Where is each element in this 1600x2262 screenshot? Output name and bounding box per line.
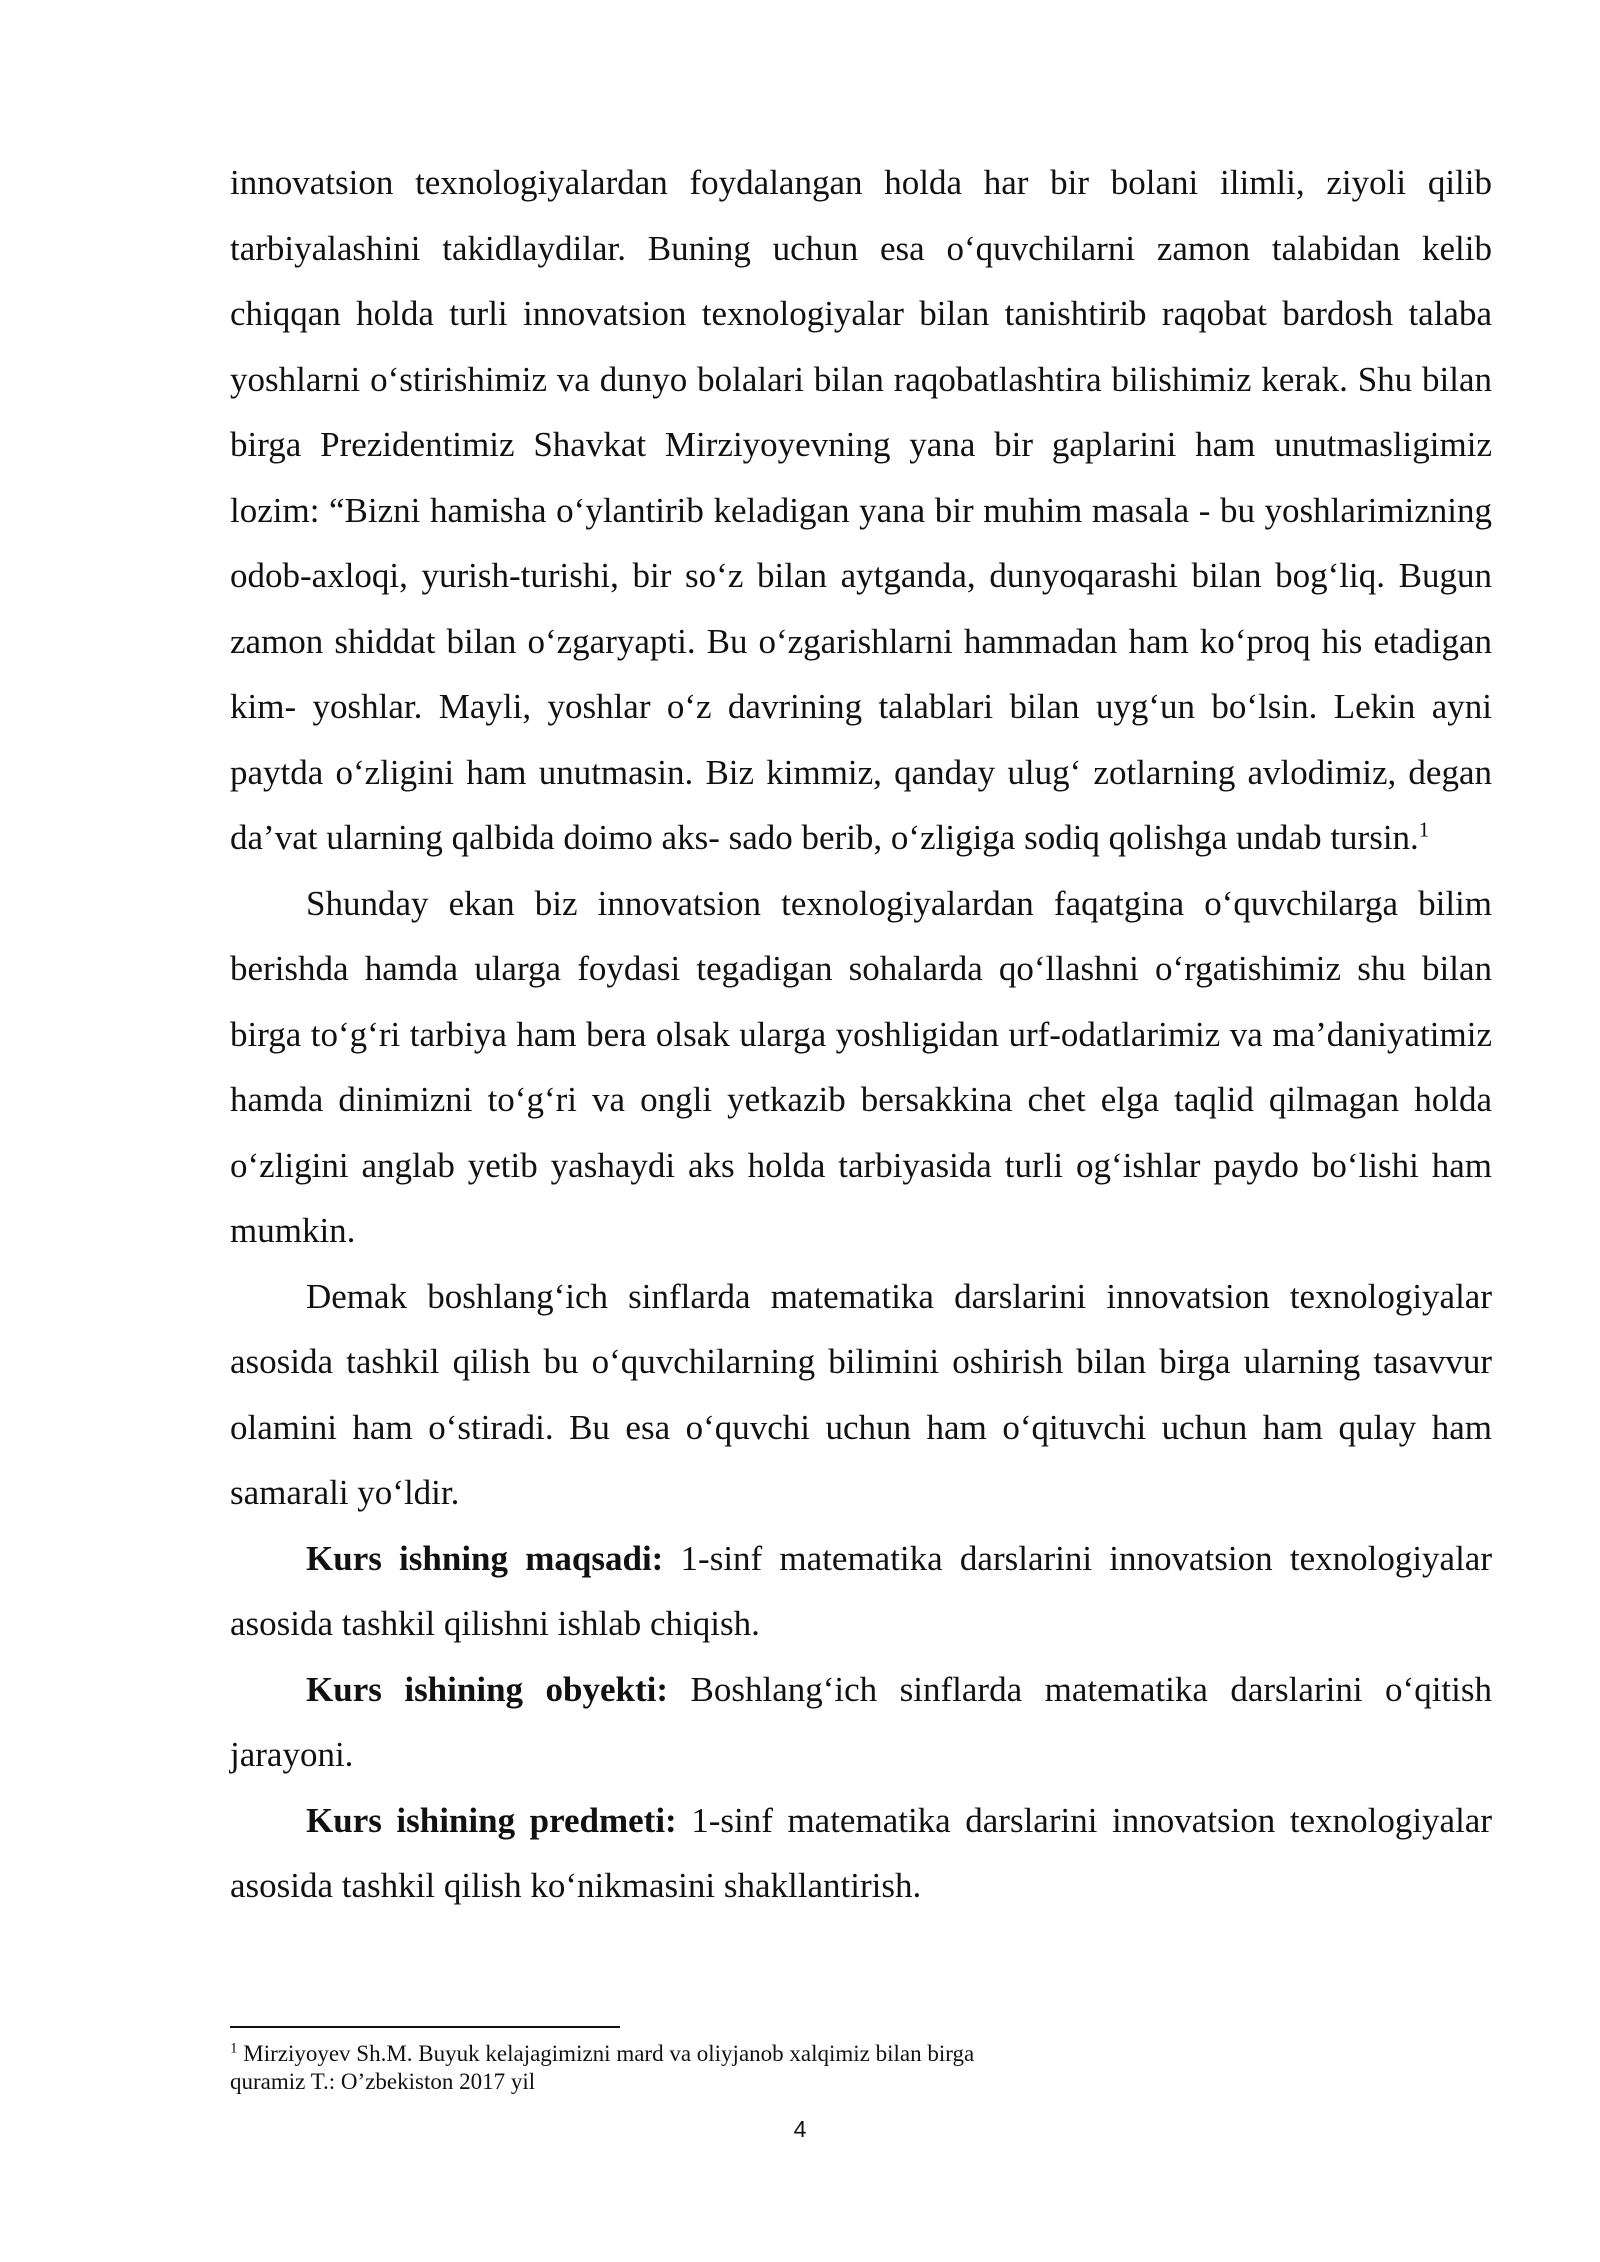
goal-label: Kurs ishning maqsadi: (306, 1538, 664, 1578)
paragraph-2: Shunday ekan biz innovatsion texnologiyalardan faqatgina o‘quvchilarga bilim berishda hamda ularga foydasi tegadigan sohalarda qo‘llashni o‘rgatishimiz shu bilan birga to‘g‘ri tarbiya ham bera olsak ularga yoshligidan urf-odatlarimiz va ma’daniyatimiz hamda dinimizni to‘g‘ri va ongli yetkazib bersakkina chet elga taqlid qilmagan holda o‘zligini anglab yetib yashaydi aks holda tarbiyasida turli og‘ishlar paydo bo‘lishi ham mumkin. (230, 883, 1492, 1250)
page-number: 4 (793, 2116, 807, 2142)
subject-label: Kurs ishining predmeti: (306, 1800, 677, 1840)
paragraph-1 (230, 150, 1492, 871)
paragraph-object (230, 1657, 1492, 1788)
paragraph-3: Demak boshlang‘ich sinflarda matematika darslarini innovatsion texnologiyalar asosida tashkil qilish bu o‘quvchilarning bilimini oshirish bilan birga ularning tasavvur olamini ham o‘stiradi. Bu esa o‘quvchi uchun ham o‘qituvchi uchun ham qulay ham samarali yo‘ldir. (230, 1276, 1492, 1512)
footnote-line-2: quramiz T.: O’zbekiston 2017 yil (230, 2069, 536, 2094)
paragraph-subject (230, 1788, 1492, 1919)
subject-text: 1-sinf matematika darslarini innovatsion texnologiyalar asosida tashkil qilish ko‘nikmasini shakllantirish. (230, 1800, 1492, 1905)
goal-text: 1-sinf matematika darslarini innovatsion texnologiyalar asosida tashkil qilishni ishlab chiqish. (230, 1538, 1492, 1643)
footnote (230, 2040, 1230, 2096)
footnote-number: 1 (230, 2040, 238, 2057)
footnote-line-1 (230, 2040, 1230, 2068)
object-text: Boshlang‘ich sinflarda matematika darslarini o‘qitish jarayoni. (230, 1669, 1492, 1774)
object-label: Kurs ishining obyekti: (306, 1669, 669, 1709)
paragraph-1-text: innovatsion texnologiyalardan foydalangan holda har bir bolani ilimli, ziyoli qilib tarbiyalashini takidlaydilar. Buning uchun esa o‘quvchilarni zamon talabidan kelib chiqqan holda turli innovatsion texnologiyalar bilan tanishtirib raqobat bardosh talaba yoshlarni o‘stirishimiz va dunyo bolalari bilan raqobatlashtira bilishimiz kerak. Shu bilan birga Prezidentimiz Shavkat Mirziyoyevning yana bir gaplarini ham unutmasligimiz lozim: “Bizni hamisha o‘ylantirib keladigan yana bir muhim masala - bu yoshlarimizning odob-axloqi, yurish-turishi, bir so‘z bilan aytganda, dunyoqarashi bilan bog‘liq. Bugun zamon shiddat bilan o‘zgaryapti. Bu o‘zgarishlarni hammadan ham ko‘proq his etadigan kim- yoshlar. Mayli, yoshlar o‘z davrining talablari bilan uyg‘un bo‘lsin. Lekin ayni paytda o‘zligini ham unutmasin. Biz kimmiz, qanday ulug‘ zotlarning avlodimiz, degan da’vat ularning qalbida doimo aks- sado berib, o‘zligiga sodiq qolishga undab tursin. (230, 163, 1492, 857)
footnote-divider (230, 2026, 620, 2028)
footnote-text-1: Mirziyoyev Sh.M. Buyuk kelajagimizni mard va oliyjanob xalqimiz bilan birga (237, 2041, 975, 2066)
body-text (230, 150, 1492, 1919)
paragraph-goal (230, 1526, 1492, 1657)
footnote-reference: 1 (1418, 817, 1430, 842)
